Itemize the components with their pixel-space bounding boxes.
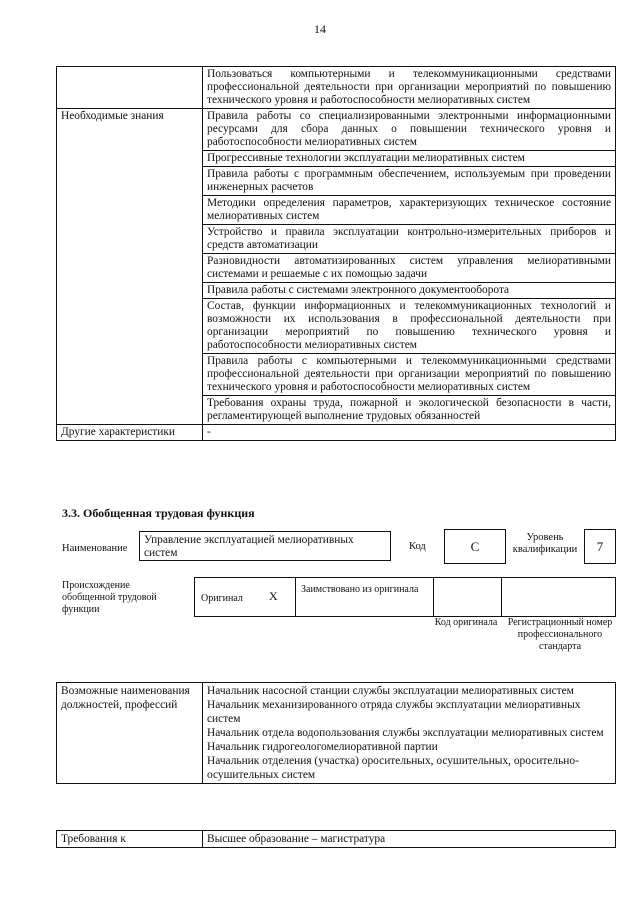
code-label: Код: [409, 541, 426, 552]
knowledge-item: Разновидности автоматизированных систем управления мелиоративными системами и решаемые с их помощью задачи: [203, 254, 616, 283]
row-label-other: Другие характеристики: [57, 425, 203, 441]
knowledge-item: Требования охраны труда, пожарной и экологической безопасности в части, регламентирующей выполнение трудовых обязанностей: [203, 396, 616, 425]
code-value: C: [470, 539, 480, 554]
origin-label: Происхождение обобщенной трудовой функции: [62, 580, 157, 615]
borrowed-label: Заимствовано из оригинала: [301, 584, 419, 595]
knowledge-item: Правила работы с программным обеспечением, используемым при проведении инженерных расчетов: [203, 167, 616, 196]
function-name-box: [139, 531, 391, 561]
positions-table: [56, 682, 616, 784]
borrowed-cell: [295, 578, 434, 616]
level-value-box: [584, 529, 616, 564]
knowledge-item: Правила работы со специализированными электронными информационными ресурсами для сбора данных о повышении технического уровня и работоспособности мелиоративных систем: [203, 109, 616, 151]
table-row: [57, 109, 616, 151]
knowledge-table: [56, 66, 616, 441]
position-item: Начальник механизированного отряда службы эксплуатации мелиоративных систем: [207, 699, 581, 725]
table-row: [57, 425, 616, 441]
code-caption: Код оригинала: [434, 617, 498, 628]
origin-box: [194, 577, 616, 617]
knowledge-item: Правила работы с компьютерными и телекоммуникационными средствами профессиональной деятельности при организации мероприятий по повышению технического уровня и работоспособности мелиоративных систем: [203, 354, 616, 396]
requirements-value: Высшее образование – магистратура: [203, 831, 616, 848]
function-name: Управление эксплуатацией мелиоративных систем: [144, 534, 354, 559]
name-label: Наименование: [62, 543, 128, 554]
reg-number-cell: [501, 578, 615, 616]
position-item: Начальник гидрогеологомелиоративной партии: [207, 741, 438, 753]
original-label: Оригинал: [201, 593, 243, 604]
original-code-cell: [433, 578, 502, 616]
reg-caption: Регистрационный номер профессионального стандарта: [507, 617, 613, 652]
row-label-knowledge: Необходимые знания: [57, 109, 203, 425]
knowledge-item: Методики определения параметров, характеризующих техническое состояние мелиоративных систем: [203, 196, 616, 225]
level-value: 7: [596, 539, 604, 554]
original-cell: [195, 578, 296, 616]
knowledge-item: Правила работы с системами электронного документооборота: [203, 283, 616, 299]
position-item: Начальник отделения (участка) оросительных, осушительных, оросительно-осушительных систем: [207, 755, 579, 781]
other-item: -: [203, 425, 616, 441]
section-title: 3.3. Обобщенная трудовая функция: [62, 506, 255, 520]
position-item: Начальник насосной станции службы эксплуатации мелиоративных систем: [207, 685, 574, 697]
knowledge-item: Прогрессивные технологии эксплуатации мелиоративных систем: [203, 151, 616, 167]
knowledge-item: Устройство и правила эксплуатации контрольно-измерительных приборов и средств автоматизации: [203, 225, 616, 254]
requirements-label: Требования к: [57, 831, 203, 848]
position-item: Начальник отдела водопользования службы эксплуатации мелиоративных систем: [207, 727, 604, 739]
table-row: [57, 67, 616, 109]
positions-label: Возможные наименования должностей, профессий: [57, 683, 203, 784]
positions-list: [203, 683, 616, 784]
code-value-box: [444, 529, 506, 564]
level-label: Уровень квалификации: [512, 532, 578, 555]
requirements-table: [56, 830, 616, 848]
row-item: Пользоваться компьютерными и телекоммуникационными средствами профессиональной деятельности при организации мероприятий по повышению технического уровня и работоспособности мелиоративных систем: [203, 67, 616, 109]
row-label: [57, 67, 203, 109]
original-mark: X: [269, 589, 278, 603]
page-number: 14: [314, 22, 326, 36]
knowledge-item: Состав, функции информационных и телекоммуникационных технологий и возможности их использования в профессиональной деятельности при организации мероприятий по повышению технического уровня и работоспособности мелиоративных систем: [203, 299, 616, 354]
